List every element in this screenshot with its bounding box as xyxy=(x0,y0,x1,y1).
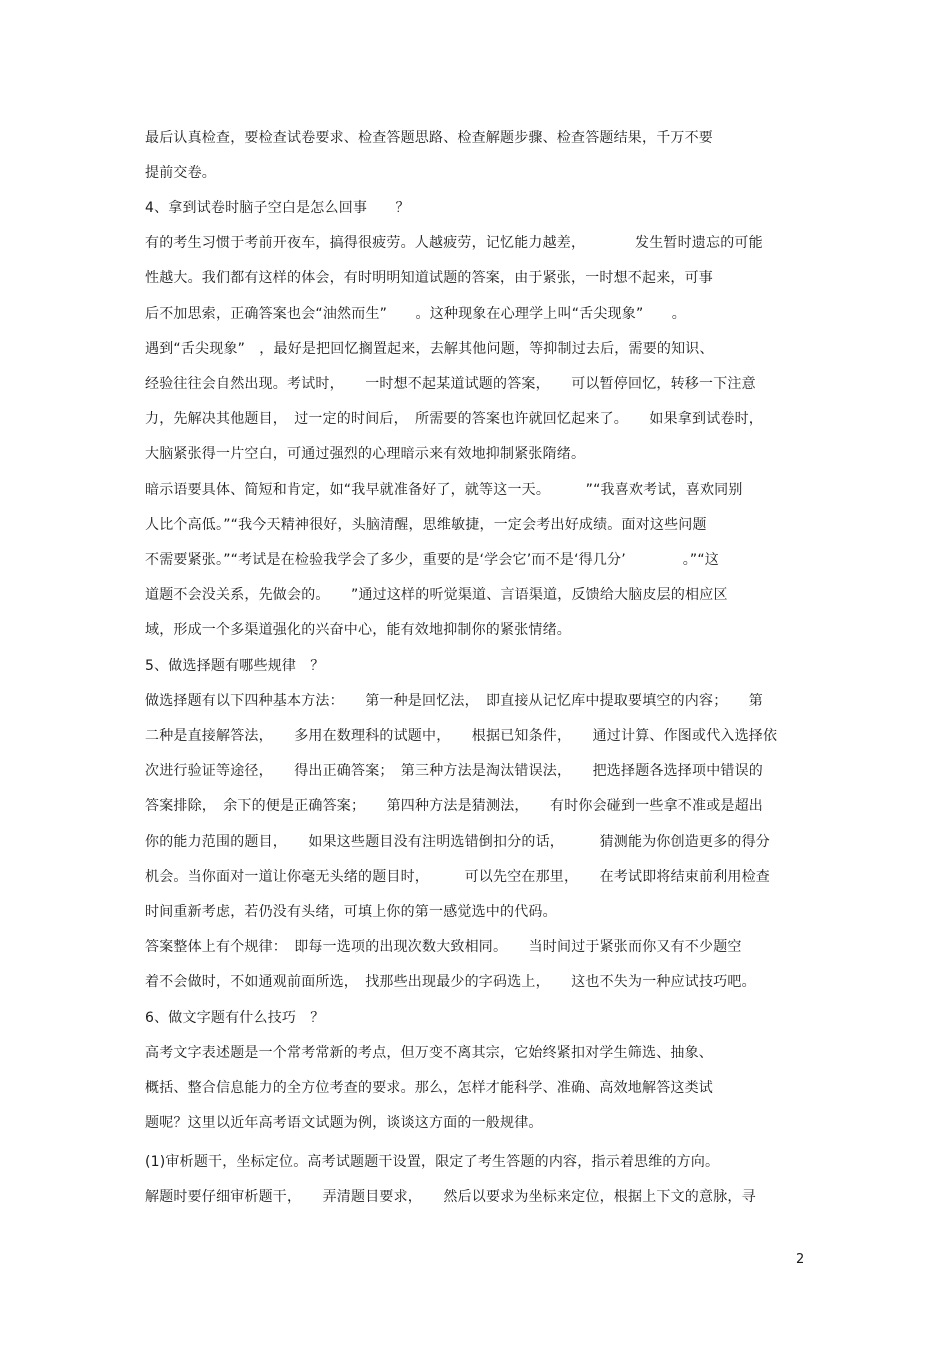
text-line: 机会。当你面对一道让你毫无头绪的题目时， 可以先空在那里， 在考试即将结束前利用检查 xyxy=(145,869,770,885)
text-line: 提前交卷。 xyxy=(145,165,216,181)
text-line: 遇到“舌尖现象” ，最好是把回忆搁置起来，去解其他问题，等抑制过去后，需要的知识、 xyxy=(145,341,714,357)
text-line: 二种是直接解答法， 多用在数理科的试题中， 根据已知条件， 通过计算、作图或代入选择依 xyxy=(145,728,778,744)
text-line: 域，形成一个多渠道强化的兴奋中心，能有效地抑制你的紧张情绪。 xyxy=(145,622,571,638)
text-line: 大脑紧张得一片空白，可通过强烈的心理暗示来有效地抑制紧张隋绪。 xyxy=(145,446,586,462)
page-number: 2 xyxy=(796,1252,805,1267)
text-line: 做选择题有以下四种基本方法： 第一种是回忆法， 即直接从记忆库中提取要填空的内容； 第 xyxy=(145,693,763,709)
text-line: 概括、整合信息能力的全方位考查的要求。那么，怎样才能科学、准确、高效地解答这类试 xyxy=(145,1080,713,1096)
text-line: 不需要紧张。”“考试是在检验我学会了多少，重要的是‘学会它’而不是‘得几分’ 。”“这 xyxy=(145,552,720,568)
text-line: 最后认真检查，要检查试卷要求、检查答题思路、检查解题步骤、检查答题结果，千万不要 xyxy=(145,130,713,146)
text-line: 答案排除， 余下的便是正确答案； 第四种方法是猜测法， 有时你会碰到一些拿不准或是超出 xyxy=(145,798,763,814)
section-heading: 4、拿到试卷时脑子空白是怎么回事 ？ xyxy=(145,200,410,216)
text-line: 道题不会没关系，先做会的。 ”通过这样的听觉渠道、言语渠道，反馈给大脑皮层的相应区 xyxy=(145,587,728,603)
text-line: 力，先解决其他题目， 过一定的时间后， 所需要的答案也许就回忆起来了。 如果拿到试卷时， xyxy=(145,411,763,427)
text-line: 时间重新考虑，若仍没有头绪，可填上你的第一感觉选中的代码。 xyxy=(145,904,557,920)
text-line: 答案整体上有个规律： 即每一选项的出现次数大致相同。 当时间过于紧张而你又有不少题空 xyxy=(145,939,742,955)
text-line: 着不会做时，不如通观前面所选， 找那些出现最少的字码选上， 这也不失为一种应试技巧吧。 xyxy=(145,974,756,990)
text-line: 有的考生习惯于考前开夜车，搞得很疲劳。人越疲劳，记忆能力越差， 发生暂时遗忘的可能 xyxy=(145,235,763,251)
text-line: 暗示语要具体、简短和肯定，如“我早就准备好了，就等这一天。 ”“我喜欢考试，喜欢同别 xyxy=(145,482,743,498)
text-line: (1)审析题干，坐标定位。高考试题题干设置，限定了考生答题的内容，指示着思维的方向。 xyxy=(145,1154,720,1170)
section-heading: 6、做文字题有什么技巧 ？ xyxy=(145,1010,325,1026)
text-line: 你的能力范围的题目， 如果这些题目没有注明选错倒扣分的话， 猜测能为你创造更多的得分 xyxy=(145,834,770,850)
text-line: 解题时要仔细审析题干， 弄清题目要求， 然后以要求为坐标来定位，根据上下文的意脉，寻 xyxy=(145,1189,756,1205)
text-line: 题呢？这里以近年高考语文试题为例，谈谈这方面的一般规律。 xyxy=(145,1115,543,1131)
text-line: 人比个高低。”“我今天精神很好，头脑清醒，思维敏捷，一定会考出好成绩。面对这些问题 xyxy=(145,517,707,533)
text-line: 后不加思索，正确答案也会“油然而生” 。这种现象在心理学上叫“舌尖现象” 。 xyxy=(145,306,687,322)
section-heading: 5、做选择题有哪些规律 ？ xyxy=(145,658,325,674)
text-line: 次进行验证等途径， 得出正确答案； 第三种方法是淘汰错误法， 把选择题各选择项中错误的 xyxy=(145,763,763,779)
text-line: 高考文字表述题是一个常考常新的考点，但万变不离其宗，它始终紧扣对学生筛选、抽象、 xyxy=(145,1045,713,1061)
text-line: 经验往往会自然出现。考试时， 一时想不起某道试题的答案， 可以暂停回忆，转移一下注意 xyxy=(145,376,756,392)
text-line: 性越大。我们都有这样的体会，有时明明知道试题的答案，由于紧张，一时想不起来，可事 xyxy=(145,270,713,286)
